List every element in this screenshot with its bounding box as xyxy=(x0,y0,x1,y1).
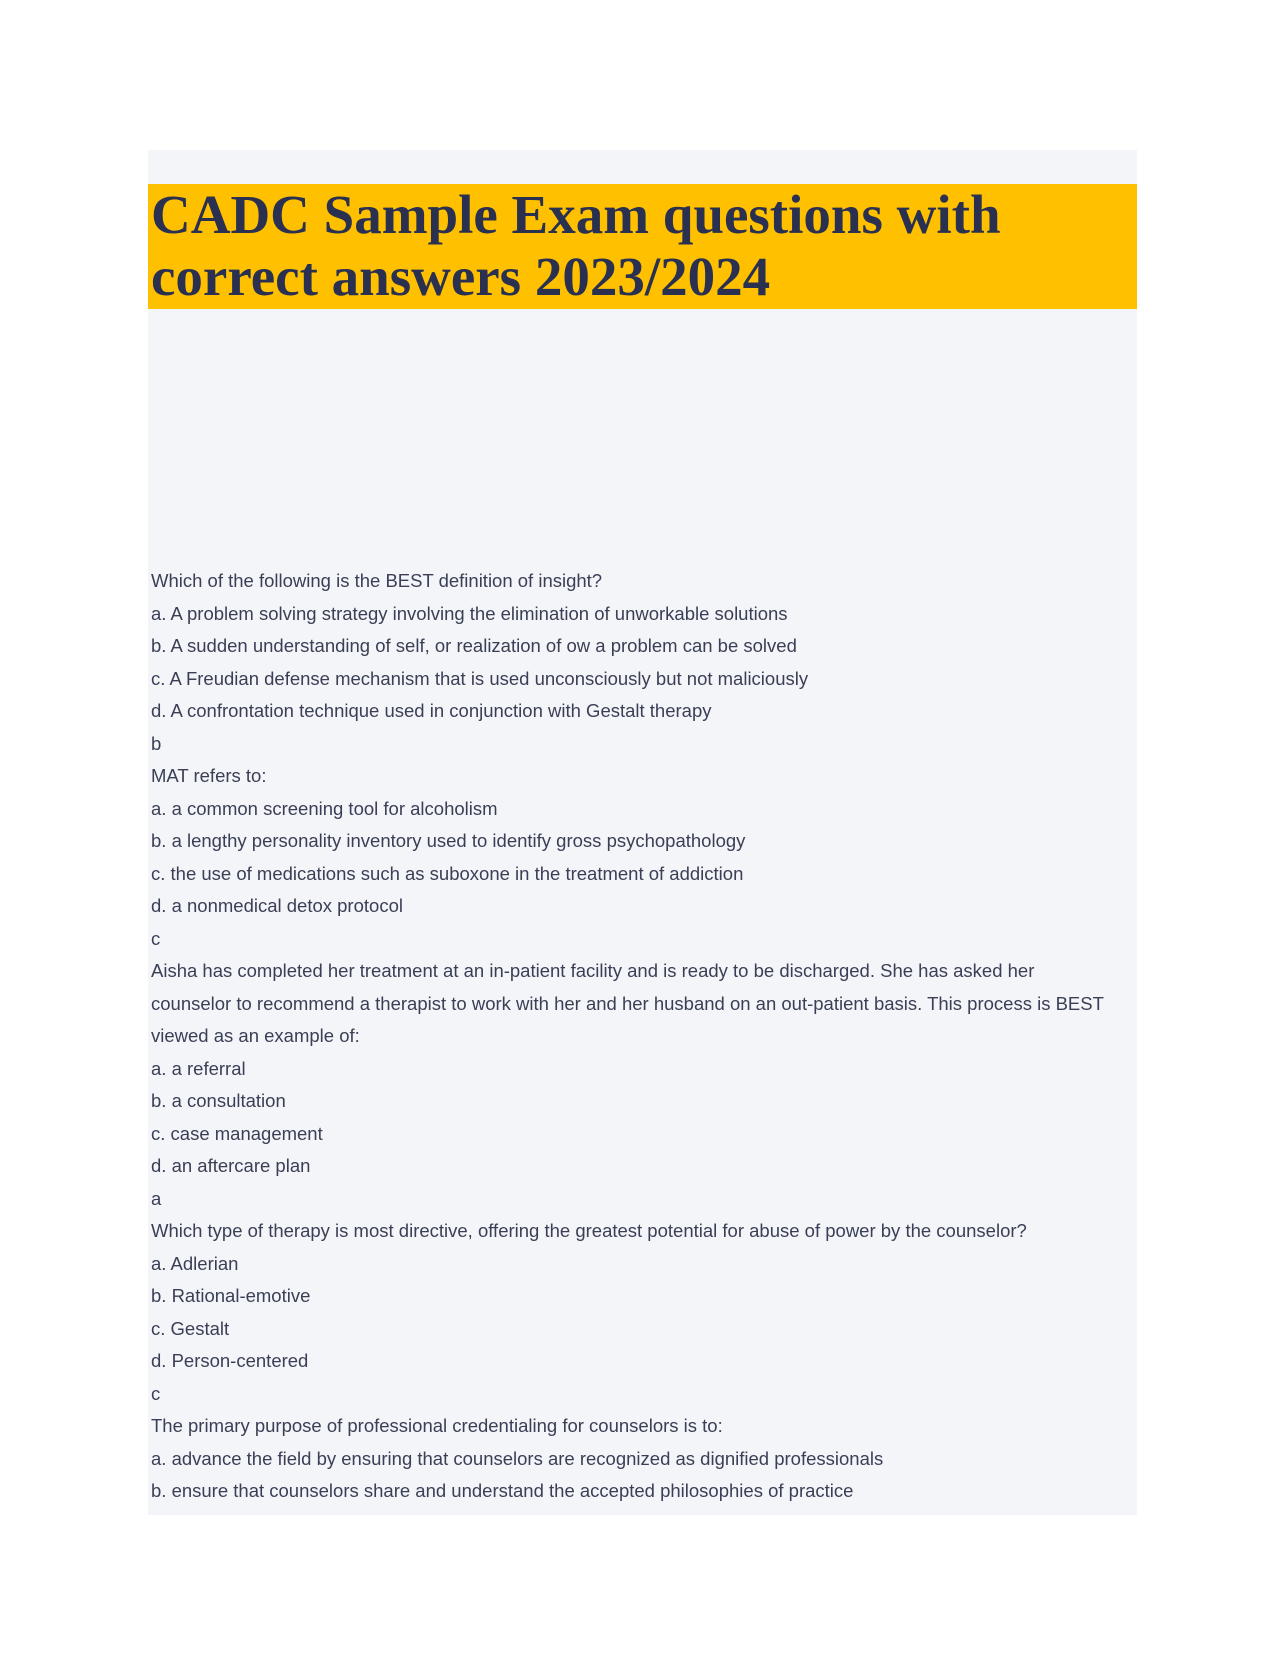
answer-option: c. the use of medications such as suboxone in the treatment of addiction xyxy=(151,862,744,884)
answer-option: a. a referral xyxy=(151,1057,246,1079)
question-prompt: Which of the following is the BEST definition of insight? xyxy=(151,570,603,591)
answer-option: d. a nonmedical detox protocol xyxy=(151,895,403,916)
correct-answer: c xyxy=(151,1382,161,1404)
answer-option: b. Rational-emotive xyxy=(151,1285,311,1306)
answer-option: a. A problem solving strategy involving the elimination of unworkable solutions xyxy=(151,602,788,624)
question-prompt: Which type of therapy is most directive, offering the greatest potential for abuse of power by the counselor? xyxy=(151,1220,1027,1241)
answer-option: b. a consultation xyxy=(151,1090,286,1111)
correct-answer: a xyxy=(151,1187,162,1209)
correct-answer: c xyxy=(151,927,161,949)
answer-option: b. ensure that counselors share and understand the accepted philosophies of practice xyxy=(151,1480,854,1501)
question-prompt: The primary purpose of professional credentialing for counselors is to: xyxy=(151,1415,723,1436)
answer-option: c. A Freudian defense mechanism that is used unconsciously but not maliciously xyxy=(151,667,809,689)
correct-answer: b xyxy=(151,732,162,754)
question-prompt-line: viewed as an example of: xyxy=(151,1025,360,1046)
answer-option: d. A confrontation technique used in conjunction with Gestalt therapy xyxy=(151,700,712,721)
question-prompt-line: Aisha has completed her treatment at an in-patient facility and is ready to be discharged. She has asked her xyxy=(151,960,1035,981)
answer-option: d. an aftercare plan xyxy=(151,1155,311,1176)
answer-option: b. a lengthy personality inventory used to identify gross psychopathology xyxy=(151,830,746,851)
question-prompt-line: counselor to recommend a therapist to work with her and her husband on an out-patient basis. This process is BEST xyxy=(151,992,1104,1014)
document-title: CADC Sample Exam questions with correct answers 2023/2024 xyxy=(151,184,1001,307)
answer-option: a. a common screening tool for alcoholism xyxy=(151,797,498,819)
question-prompt: MAT refers to: xyxy=(151,765,267,786)
answer-option: c. case management xyxy=(151,1122,323,1144)
answer-option: c. Gestalt xyxy=(151,1317,230,1339)
answer-option: a. Adlerian xyxy=(151,1252,239,1274)
answer-option: d. Person-centered xyxy=(151,1350,309,1371)
answer-option: a. advance the field by ensuring that counselors are recognized as dignified professionals xyxy=(151,1447,884,1469)
question-list xyxy=(151,565,1131,1508)
answer-option: b. A sudden understanding of self, or realization of ow a problem can be solved xyxy=(151,635,797,656)
